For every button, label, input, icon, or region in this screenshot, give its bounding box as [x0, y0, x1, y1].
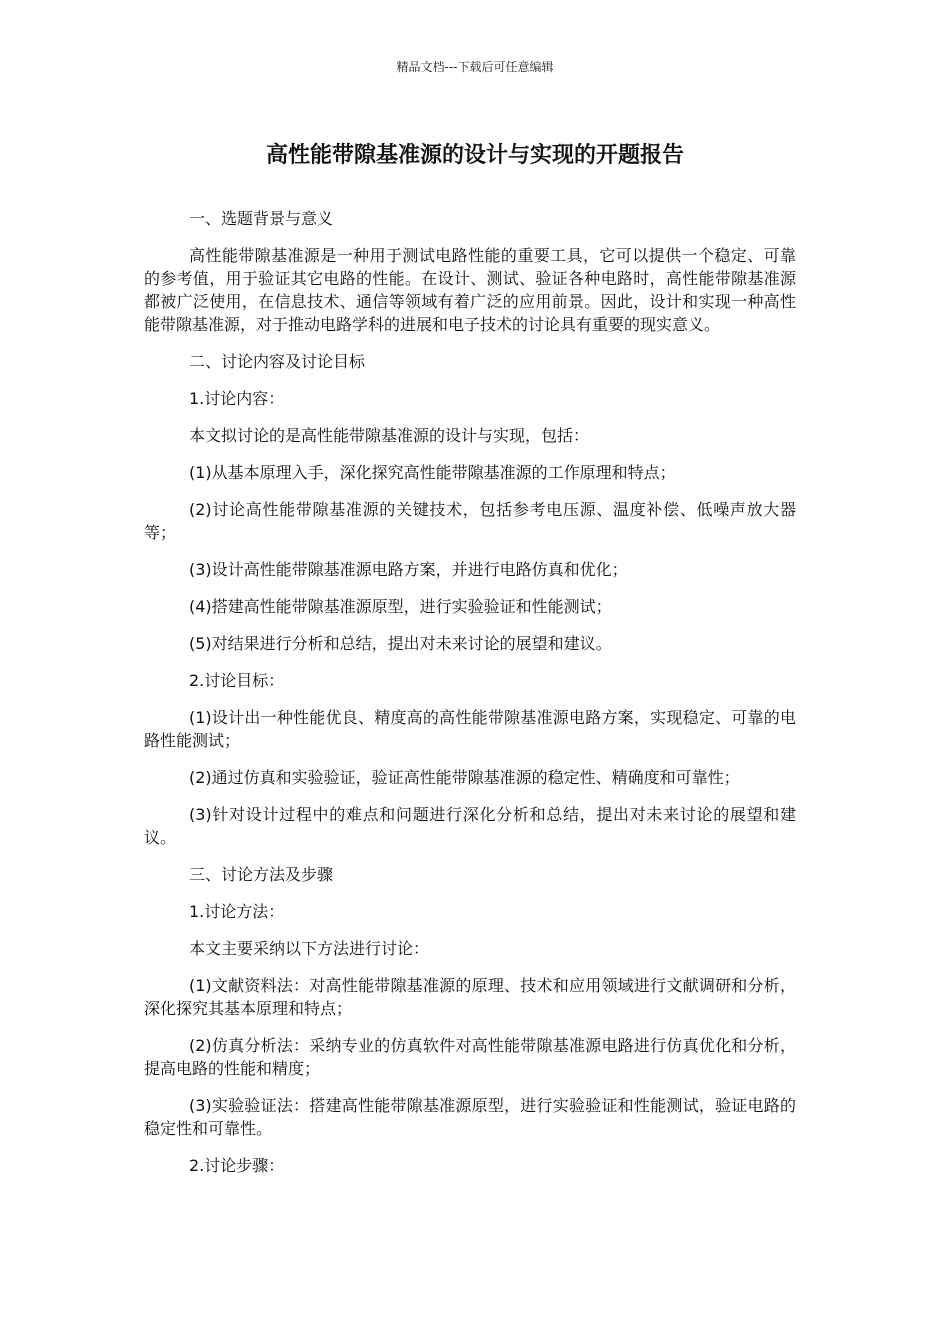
- document-body: [144, 207, 796, 1191]
- paragraph-content-intro: 本文拟讨论的是高性能带隙基准源的设计与实现，包括：: [189, 426, 590, 445]
- list-item-content-1: (1)从基本原理入手，深化探究高性能带隙基准源的工作原理和特点；: [189, 463, 676, 482]
- document-title: 高性能带隙基准源的设计与实现的开题报告: [265, 143, 684, 168]
- list-item-goal-2: (2)通过仿真和实验验证，验证高性能带隙基准源的稳定性、精确度和可靠性；: [189, 768, 740, 787]
- subheading-steps: 2.讨论步骤：: [189, 1156, 285, 1175]
- section-heading-methods: 三、讨论方法及步骤: [189, 865, 334, 884]
- subheading-goals: 2.讨论目标：: [189, 671, 285, 690]
- paragraph-background: 高性能带隙基准源是一种用于测试电路性能的重要工具，它可以提供一个稳定、可靠的参考值，用于验证其它电路的性能。在设计、测试、验证各种电路时，高性能带隙基准源都被广泛使用，在信息技术、通信等领域有着广泛的应用前景。因此，设计和实现一种高性能带隙基准源，对于推动电路学科的进展和电子技术的讨论具有重要的现实意义。: [144, 246, 796, 334]
- section-heading-content-goals: 二、讨论内容及讨论目标: [189, 352, 366, 371]
- paragraph-methods-intro: 本文主要采纳以下方法进行讨论：: [189, 939, 430, 958]
- list-item-content-5: (5)对结果进行分析和总结，提出对未来讨论的展望和建议。: [189, 634, 612, 653]
- page-header: 精品文档---下载后可任意编辑: [396, 60, 554, 74]
- list-item-method-2: (2)仿真分析法：采纳专业的仿真软件对高性能带隙基准源电路进行仿真优化和分析，提高电路的性能和精度；: [144, 1036, 796, 1078]
- list-item-method-1: (1)文献资料法：对高性能带隙基准源的原理、技术和应用领域进行文献调研和分析，深化探究其基本原理和特点；: [144, 976, 796, 1018]
- subheading-content: 1.讨论内容：: [189, 389, 285, 408]
- list-item-content-4: (4)搭建高性能带隙基准源原型，进行实验验证和性能测试；: [189, 597, 612, 616]
- list-item-method-3: (3)实验验证法：搭建高性能带隙基准源原型，进行实验验证和性能测试，验证电路的稳定性和可靠性。: [144, 1096, 796, 1138]
- subheading-methods: 1.讨论方法：: [189, 902, 285, 921]
- list-item-goal-3: (3)针对设计过程中的难点和问题进行深化分析和总结，提出对未来讨论的展望和建议。: [144, 805, 796, 847]
- list-item-goal-1: (1)设计出一种性能优良、精度高的高性能带隙基准源电路方案，实现稳定、可靠的电路性能测试；: [144, 708, 796, 750]
- list-item-content-2: (2)讨论高性能带隙基准源的关键技术，包括参考电压源、温度补偿、低噪声放大器等；: [144, 500, 796, 542]
- section-heading-background: 一、选题背景与意义: [189, 209, 334, 228]
- list-item-content-3: (3)设计高性能带隙基准源电路方案，并进行电路仿真和优化；: [189, 560, 628, 579]
